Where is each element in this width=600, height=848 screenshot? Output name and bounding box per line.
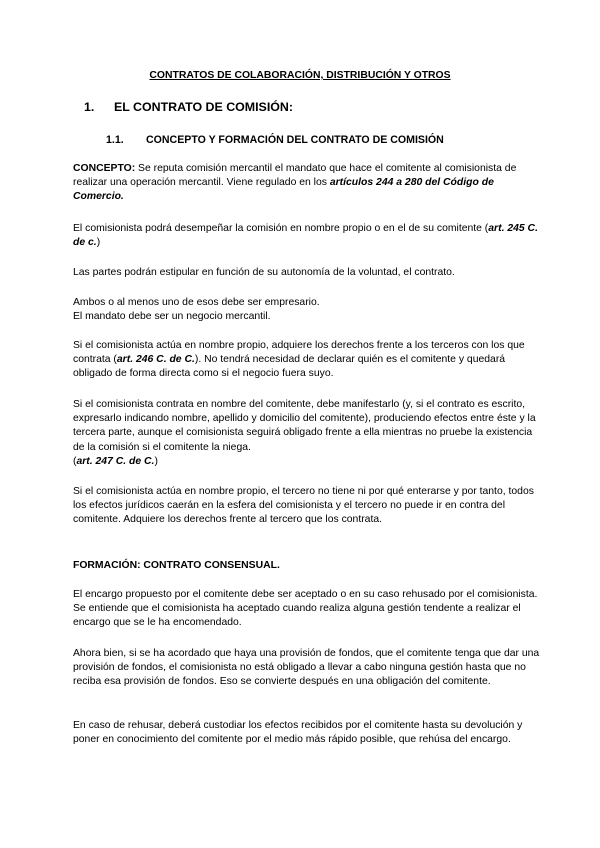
paragraph-text: Si el comisionista contrata en nombre del comitente, debe manifestarlo (y, si el contrato es escrito, expresarlo indicando nombre, apellido y domicilio del comitente), produciendo efectos entre éste y la tercera parte, aunque el comisionista seguirá obligado frente a ella mientras no pruebe la existencia de la comisión si el comitente la niega.: [73, 399, 536, 453]
concepto-label: CONCEPTO:: [73, 163, 136, 174]
paragraph-text: En caso de rehusar, deberá custodiar los efectos recibidos por el comitente hasta su devolución y poner en conocimiento del comitente por el medio más rápido posible, que rehúsa del encargo.: [73, 720, 523, 746]
paragraph-nombre-propio: [73, 222, 543, 250]
paragraph-nombre-comitente: [73, 398, 543, 469]
paragraph-text: ): [154, 455, 158, 467]
paragraph-line: Ambos o al menos uno de esos debe ser empresario.: [73, 297, 320, 308]
paragraph-text: El comisionista podrá desempeñar la comisión en nombre propio o en el de su comitente (: [73, 223, 489, 234]
paragraph-empresario: [73, 296, 543, 324]
legal-reference: artículos 244 a 280 del Código de Comercio.: [73, 177, 494, 203]
paragraph-concepto: [73, 162, 543, 205]
paragraph-text: El encargo propuesto por el comitente debe ser aceptado o en su caso rehusado por el comisionista. Se entiende que el comisionista ha aceptado cuando realiza alguna gestión tendente a realizar el encargo que se le ha encomendado.: [73, 589, 538, 629]
legal-reference: art. 246 C. de C.: [116, 354, 195, 366]
paragraph-provision-fondos: [73, 647, 543, 690]
paragraph-rehusar: [73, 719, 543, 747]
paragraph-text: ). No tendrá necesidad de declarar quién es el comitente y quedará obligado de forma directa como si el negocio fuera suyo.: [73, 354, 506, 380]
paragraph-actua-nombre-propio: [73, 339, 543, 382]
subsection-number: 1.1.: [106, 134, 124, 146]
formacion-heading: FORMACIÓN: CONTRATO CONSENSUAL.: [73, 560, 280, 571]
paragraph-line: El mandato debe ser un negocio mercantil.: [73, 311, 271, 323]
paragraph-text: ): [96, 237, 101, 249]
paragraph-text: Ahora bien, si se ha acordado que haya una provisión de fondos, que el comitente tenga que dar una provisión de fondos, el comisionista no está obligado a llevar a cabo ninguna gestión hasta que no reciba esa provisión de fondos. Eso se convierte después en una obligación del comitente.: [73, 648, 540, 688]
subsection-title: CONCEPTO Y FORMACIÓN DEL CONTRATO DE COMISIÓN: [146, 134, 444, 146]
paragraph-text: Se reputa comisión mercantil el mandato que hace el comitente al comisionista de realizar una operación mercantil. Viene regulado en los: [73, 163, 517, 189]
paragraph-text: Si el comisionista actúa en nombre propio, el tercero no tiene ni por qué enterarse y por tanto, todos los efectos jurídicos caerán en la esfera del comisionista y el tercero no puede ir en contra del comitente. Adquiere los derechos frente al tercero que los contrata.: [73, 486, 534, 526]
paragraph-efectos-juridicos: [73, 485, 543, 528]
section-heading-1: [84, 100, 293, 114]
paragraph-text: (: [73, 455, 77, 467]
section-number: 1.: [84, 100, 95, 114]
legal-reference: art. 247 C. de C.: [76, 455, 155, 467]
document-title: CONTRATOS DE COLABORACIÓN, DISTRIBUCIÓN Y OTROS: [149, 70, 451, 81]
paragraph-autonomia: [73, 266, 543, 280]
subsection-heading-1-1: [106, 133, 444, 147]
legal-reference: art. 245 C. de c.: [73, 223, 538, 249]
paragraph-text: Las partes podrán estipular en función de su autonomía de la voluntad, el contrato.: [73, 267, 455, 278]
paragraph-text: Si el comisionista actúa en nombre propio, adquiere los derechos frente a los terceros con los que contrata (: [73, 340, 525, 366]
paragraph-encargo: [73, 588, 543, 631]
section-title: EL CONTRATO DE COMISIÓN:: [114, 100, 293, 114]
